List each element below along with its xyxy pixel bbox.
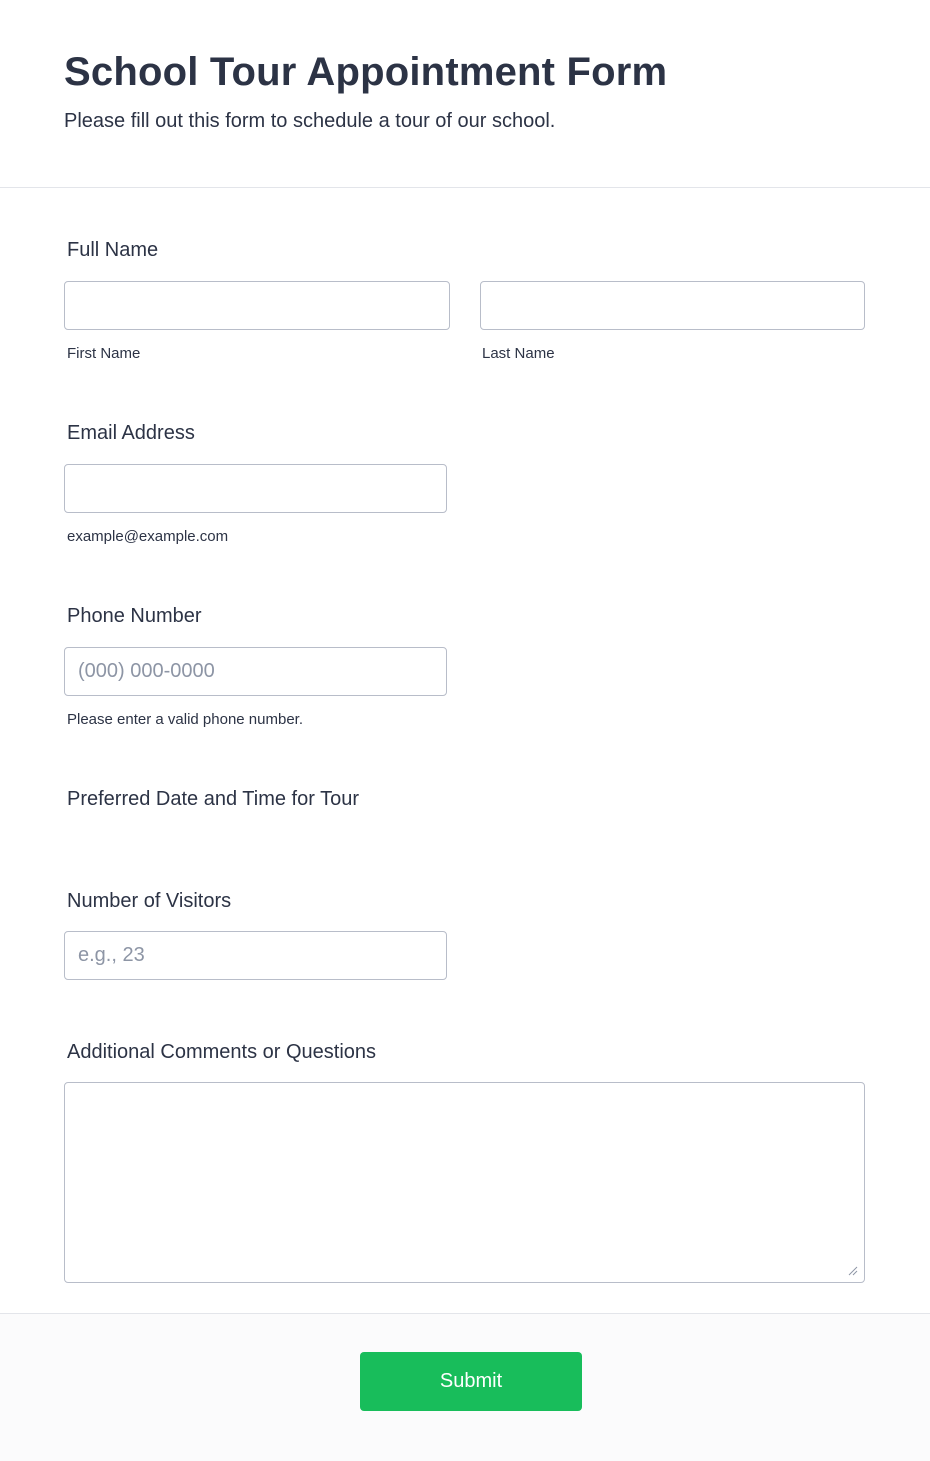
visitors-input[interactable] [64,931,447,980]
email-input[interactable] [64,464,447,513]
resize-grip-icon[interactable] [848,1266,858,1276]
phone-sublabel: Please enter a valid phone number. [67,711,303,728]
form-title: School Tour Appointment Form [64,50,668,94]
comments-textarea[interactable] [64,1082,865,1283]
visitors-label: Number of Visitors [67,890,232,912]
last-name-input[interactable] [480,281,865,330]
last-name-sublabel: Last Name [482,345,555,362]
phone-label: Phone Number [67,605,202,627]
tour-datetime-label: Preferred Date and Time for Tour [67,788,359,810]
phone-input[interactable] [64,647,447,696]
full-name-label: Full Name [67,239,159,261]
submit-button[interactable]: Submit [360,1352,582,1411]
email-sublabel: example@example.com [67,528,229,545]
form-subtitle: Please fill out this form to schedule a tour of our school. [64,110,556,132]
first-name-input[interactable] [64,281,450,330]
first-name-sublabel: First Name [67,345,141,362]
form-header [0,0,930,188]
comments-label: Additional Comments or Questions [67,1041,377,1063]
email-label: Email Address [67,422,195,444]
